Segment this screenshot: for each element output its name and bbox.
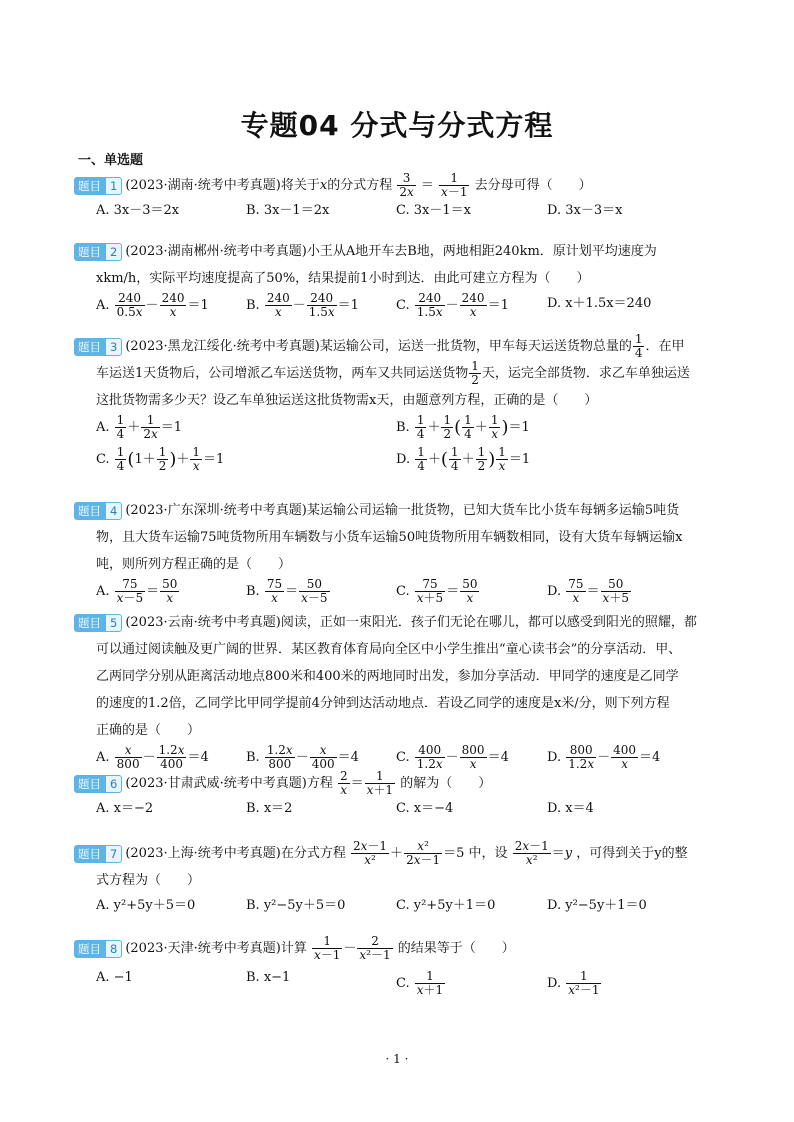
option-b[interactable]: B. $\frac{1}{4}$ ＋ $\frac{1}{2}$ ( $\frac{1}{4}$ ＋ $\frac{1}{x}$ )＝1 xyxy=(396,413,530,441)
option-c[interactable]: C. $\frac{1}{x+1}$ xyxy=(396,969,444,997)
question-tag: 题目 5 xyxy=(74,614,122,632)
answer-options xyxy=(96,414,730,446)
option-d[interactable]: D. x＋1.5x＝240 xyxy=(547,296,652,311)
option-a[interactable]: A. 3x－3＝2x xyxy=(96,203,180,218)
option-c[interactable]: C. y²+5y＋1＝0 xyxy=(396,898,496,913)
question-7 xyxy=(74,840,730,918)
question-3 xyxy=(74,333,730,478)
question-stem: 题目 7 (2023·上海·统考中考真题)在分式方程 $\frac{2x-1}{\text{x²}}$ ＋ $\frac{\text{x²}}{2x-1}$ ＝5 中，设 $\frac{2x-1}{\text{x²}}$ ＝y ，可得到关于y的整 式方程为（ ） xyxy=(74,840,730,894)
question-tag: 题目 7 xyxy=(74,845,122,863)
option-a[interactable]: A. $\frac{1}{4}$ ＋ $\frac{1}{2x}$ ＝1 xyxy=(96,413,183,441)
option-b[interactable]: B. 3x－1＝2x xyxy=(246,203,330,218)
answer-options xyxy=(96,970,730,1002)
option-d[interactable]: D. x＝4 xyxy=(547,801,594,816)
answer-options xyxy=(96,446,730,478)
option-d[interactable]: D. y²−5y＋1＝0 xyxy=(547,898,647,913)
question-stem: 题目 5 (2023·云南·统考中考真题)阅读，正如一束阳光．孩子们无论在哪儿，都可以感受到阳光的照耀，都 可以通过阅读触及更广阔的世界．某区教育体育局向全区中小学生推出“童心读书会”的分享活动．甲、 乙两同学分别从距离活动地点800米和400米的两地同时出发，参加分享活动．甲同学的速度是乙同学 的速度的1.2倍，乙同学比甲同学提前4分钟到达活动地点．若设乙同学的速度是x米/分，则下列方程 正确的是（ ） xyxy=(74,609,730,744)
option-b[interactable]: B. x＝2 xyxy=(246,801,293,816)
question-8 xyxy=(74,935,730,1002)
option-d[interactable]: D. $\frac{1}{\text{x²－1}}$ xyxy=(547,969,600,997)
option-b[interactable]: B. y²−5y＋5＝0 xyxy=(246,898,346,913)
question-tag: 题目 3 xyxy=(74,338,122,356)
question-tag: 题目 6 xyxy=(74,775,122,793)
question-5 xyxy=(74,609,730,776)
question-2 xyxy=(74,238,730,324)
answer-options xyxy=(96,578,730,610)
answer-options xyxy=(96,894,730,918)
answer-options xyxy=(96,797,730,821)
question-tag: 题目 4 xyxy=(74,502,122,520)
option-a[interactable]: A. $\frac{75}{x-5}$ ＝ $\frac{50}{x}$ xyxy=(96,577,178,605)
option-a[interactable]: A. y²+5y＋5＝0 xyxy=(96,898,196,913)
answer-options xyxy=(96,199,730,223)
option-d[interactable]: D. $\frac{75}{x}$ ＝ $\frac{50}{x+5}$ xyxy=(547,577,629,605)
question-6 xyxy=(74,770,730,821)
option-c[interactable]: C. x＝−4 xyxy=(396,801,454,816)
page-number: · 1 · xyxy=(385,1052,409,1066)
option-c[interactable]: C. $\frac{240}{1.5x}$ － $\frac{240}{x}$ ＝1 xyxy=(396,291,509,319)
option-a[interactable]: A. x＝−2 xyxy=(96,801,154,816)
question-1 xyxy=(74,172,730,223)
question-4 xyxy=(74,497,730,610)
option-d[interactable]: D. $\frac{800}{1.2x}$ － $\frac{400}{x}$ ＝4 xyxy=(547,743,661,771)
option-d[interactable]: D. 3x－3＝x xyxy=(547,203,623,218)
option-b[interactable]: B. $\frac{240}{x}$ － $\frac{240}{1.5x}$ ＝1 xyxy=(246,291,359,319)
question-stem: 题目 3 (2023·黑龙江绥化·统考中考真题)某运输公司，运送一批货物，甲车每天运送货物总量的 $\frac{1}{4}$ ．在甲 车运送1天货物后，公司增派乙车运送货物，两车又共同运送货物 $\frac{1}{2}$ 天，运完全部货物．求乙车单独运送 这批货物需多少天？设乙车单独运送这批货物需x天，由题意列方程，正确的是（ ） xyxy=(74,333,730,414)
option-d[interactable]: D. $\frac{1}{4}$ ＋( $\frac{1}{4}$ ＋ $\frac{1}{2}$ ) $\frac{1}{x}$ ＝1 xyxy=(396,445,531,473)
option-b[interactable]: B. $\frac{1.2x}{800}$ － $\frac{x}{400}$ ＝4 xyxy=(246,743,359,771)
option-a[interactable]: A. −1 xyxy=(96,970,133,985)
question-tag: 题目 8 xyxy=(74,940,122,958)
question-stem: 题目 2 (2023·湖南郴州·统考中考真题)小王从A地开车去B地，两地相距240km．原计划平均速度为 xkm/h，实际平均速度提高了50%，结果提前1小时到达．由此可建立方程为（ ） xyxy=(74,238,730,292)
answer-options xyxy=(96,292,730,324)
question-stem: 题目 1 (2023·湖南·统考中考真题)将关于x的分式方程 $\frac{3}{2x}$ ＝ $\frac{1}{x-1}$ 去分母可得（ ） xyxy=(74,172,730,199)
question-stem: 题目 8 (2023·天津·统考中考真题)计算 $\frac{1}{x-1}$ － $\frac{2}{\text{x²－1}}$ 的结果等于（ ） xyxy=(74,935,730,962)
option-a[interactable]: A. $\frac{x}{800}$ － $\frac{1.2x}{400}$ ＝4 xyxy=(96,743,209,771)
question-stem: 题目 6 (2023·甘肃武威·统考中考真题)方程 $\frac{2}{x}$ ＝ $\frac{1}{x+1}$ 的解为（ ） xyxy=(74,770,730,797)
option-c[interactable]: C. $\frac{400}{1.2x}$ － $\frac{800}{x}$ ＝4 xyxy=(396,743,509,771)
option-c[interactable]: C. $\frac{1}{4}$ (1＋ $\frac{1}{2}$ )＋ $\frac{1}{x}$ ＝1 xyxy=(96,445,225,473)
option-b[interactable]: B. x−1 xyxy=(246,970,291,985)
option-a[interactable]: A. $\frac{240}{0.5x}$ － $\frac{240}{x}$ ＝1 xyxy=(96,291,209,319)
option-c[interactable]: C. 3x－1＝x xyxy=(396,203,471,218)
question-tag: 题目 2 xyxy=(74,243,122,261)
section-heading: 一、单选题 xyxy=(78,153,144,168)
option-b[interactable]: B. $\frac{75}{x}$ ＝ $\frac{50}{x-5}$ xyxy=(246,577,328,605)
question-stem: 题目 4 (2023·广东深圳·统考中考真题)某运输公司运输一批货物，已知大货车比小货车每辆多运输5吨货 物，且大货车运输75吨货物所用车辆数与小货车运输50吨货物所用车辆数相同，设有大货车每辆运输x 吨，则所列方程正确的是（ ） xyxy=(74,497,730,578)
page-title: 专题04 分式与分式方程 xyxy=(240,109,554,142)
option-c[interactable]: C. $\frac{75}{x+5}$ ＝ $\frac{50}{x}$ xyxy=(396,577,478,605)
question-tag: 题目 1 xyxy=(74,177,122,195)
